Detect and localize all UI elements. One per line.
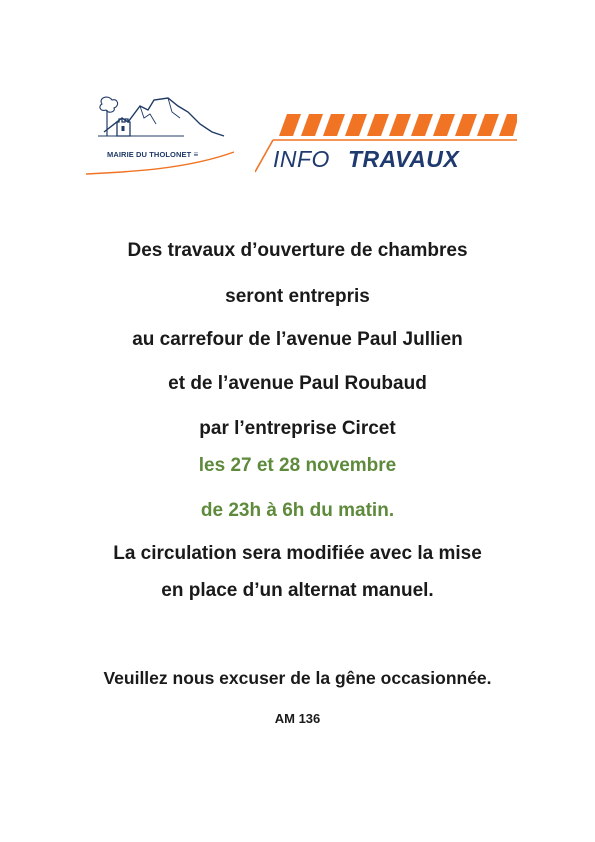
mairie-name-label: MAIRIE DU THOLONET	[107, 150, 192, 159]
body-line-4: et de l’avenue Paul Roubaud	[168, 373, 427, 394]
dates-line-2: de 23h à 6h du matin.	[200, 500, 395, 521]
body-line-1: Des travaux d’ouverture de chambres	[127, 240, 468, 261]
apology-text: Veuillez nous excuser de la gêne occasionnée.	[103, 668, 492, 688]
info-word: INFO	[273, 146, 330, 172]
body-line-5: par l’entreprise Circet	[199, 418, 396, 439]
body-line-2: seront entrepris	[225, 286, 370, 307]
mairie-logo-icon	[84, 92, 234, 176]
mairie-name-text	[107, 150, 198, 159]
dates-line-1: les 27 et 28 novembre	[198, 455, 397, 476]
waves-icon: ≡	[193, 150, 199, 159]
traffic-line-2: en place d’un alternat manuel.	[161, 580, 434, 601]
traffic-line-1: La circulation sera modifiée avec la mise	[113, 543, 482, 564]
page-header	[0, 0, 595, 200]
body-line-3: au carrefour de l’avenue Paul Jullien	[132, 329, 463, 350]
travaux-word: TRAVAUX	[348, 146, 460, 172]
reference-code: AM 136	[274, 711, 321, 726]
